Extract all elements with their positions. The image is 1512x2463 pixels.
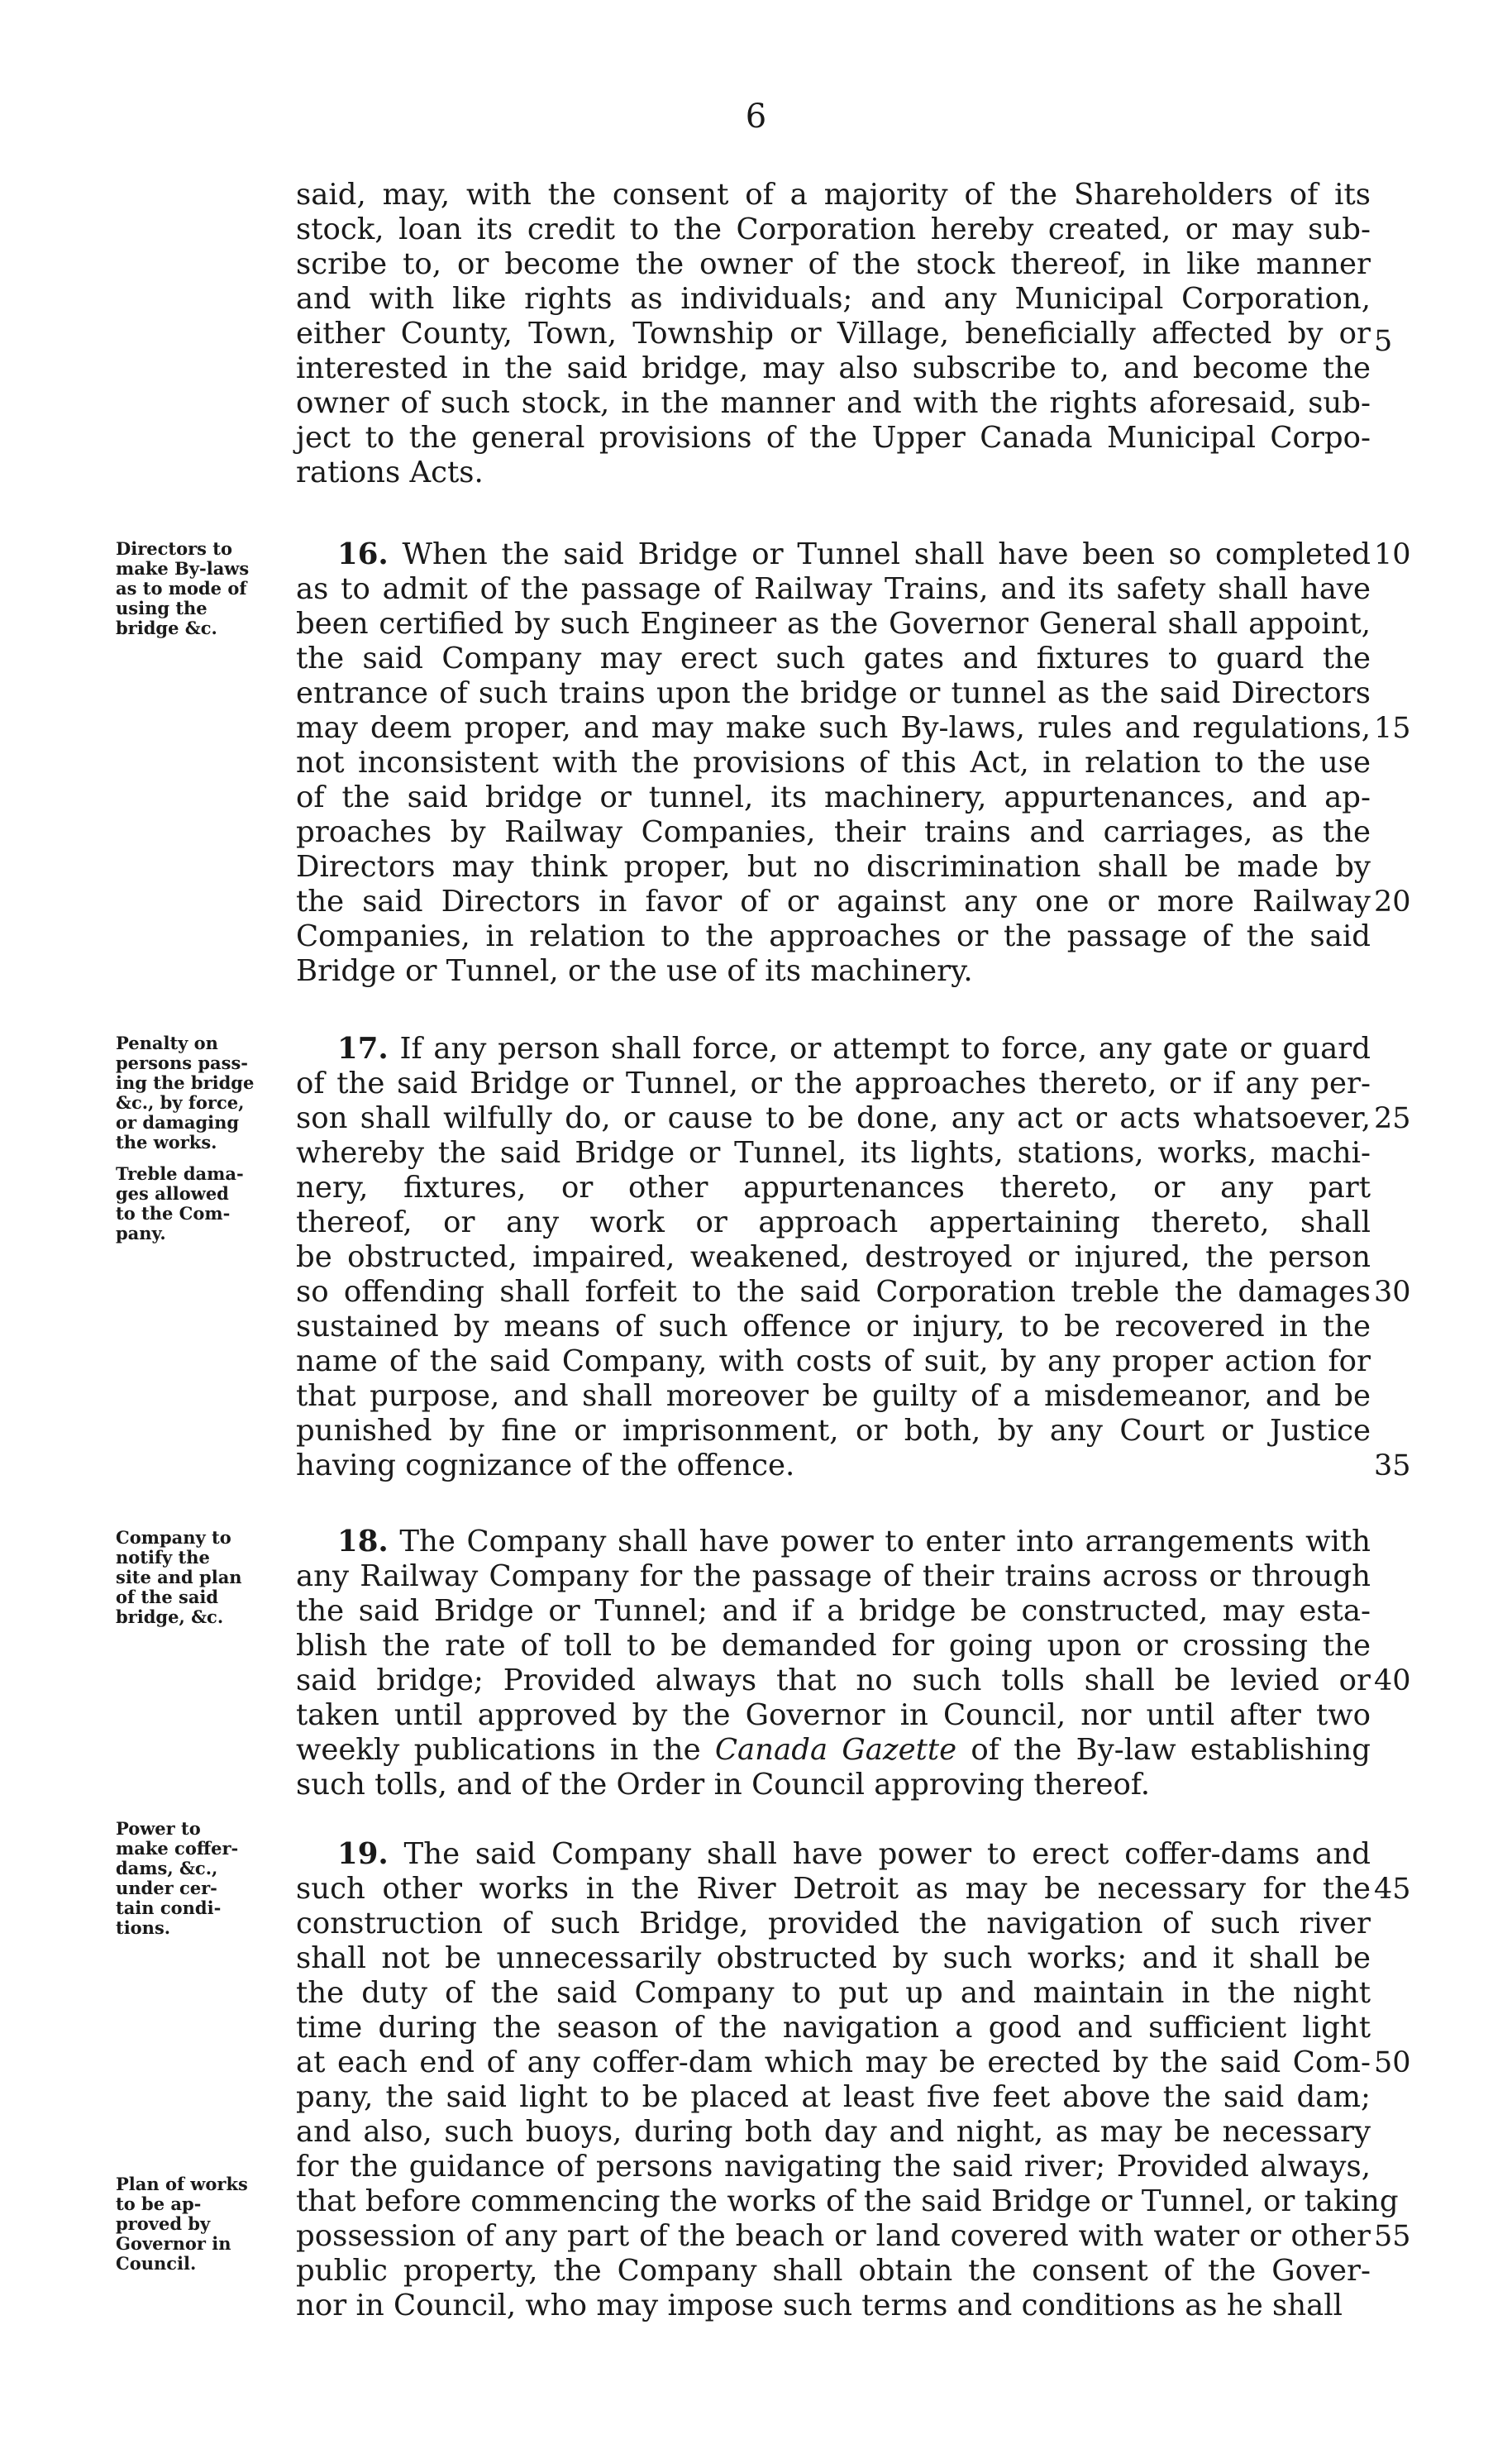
margin-note-line: bridge &c.	[116, 618, 217, 638]
section-number: 16.	[337, 537, 389, 571]
section-number: 18.	[337, 1525, 389, 1558]
margin-note-line: persons pass-	[116, 1053, 248, 1073]
text-line: pany, the said light to be placed at least five feet above the said dam;	[296, 2080, 1371, 2114]
line-number: 25	[1374, 1102, 1411, 1135]
text-line: thereof, or any work or approach appertaining thereto, shall	[296, 1205, 1371, 1239]
margin-note-line: tain condi-	[116, 1897, 222, 1918]
margin-note-line: using the	[116, 598, 207, 618]
text-line: public property, the Company shall obtain the consent of the Gover-	[296, 2254, 1371, 2288]
margin-note-line: the works.	[116, 1132, 217, 1153]
text-line: at each end of any coffer-dam which may be erected by the said Com-	[296, 2045, 1371, 2079]
margin-note-line: Company to	[116, 1527, 231, 1548]
text-line: as to admit of the passage of Railway Trains, and its safety shall have	[296, 572, 1371, 606]
line-number: 40	[1374, 1664, 1411, 1697]
text-line: Bridge or Tunnel, or the use of its machinery.	[296, 954, 973, 988]
text-line: either County, Town, Township or Village, beneficially affected by or	[296, 317, 1371, 351]
margin-note-line: Penalty on	[116, 1033, 218, 1053]
text-line: 17. If any person shall force, or attempt to force, any gate or guard	[337, 1032, 1371, 1066]
margin-note	[116, 1819, 298, 1938]
line-number: 5	[1374, 325, 1393, 358]
text-line: not inconsistent with the provisions of this Act, in relation to the use	[296, 746, 1371, 780]
text-line: 18. The Company shall have power to enter into arrangements with	[337, 1525, 1371, 1558]
margin-note-line: notify the	[116, 1547, 210, 1568]
text-line: such tolls, and of the Order in Council approving thereof.	[296, 1768, 1151, 1802]
margin-note-line: ges allowed	[116, 1183, 229, 1204]
text-line: owner of such stock, in the manner and with the rights aforesaid, sub-	[296, 386, 1371, 420]
text-line: interested in the said bridge, may also subscribe to, and become the	[296, 351, 1371, 385]
text-line: having cognizance of the offence.	[296, 1449, 795, 1482]
text-line: scribe to, or become the owner of the stock thereof, in like manner	[296, 247, 1371, 281]
margin-note-line: make coffer-	[116, 1838, 239, 1859]
text-line: 16. When the said Bridge or Tunnel shall have been so completed	[337, 537, 1371, 571]
text-line: such other works in the River Detroit as may be necessary for the	[296, 1872, 1371, 1906]
line-number: 35	[1374, 1449, 1411, 1482]
text-line: said, may, with the consent of a majority of the Shareholders of its	[296, 178, 1371, 212]
margin-note-line: make By-laws	[116, 558, 250, 579]
margin-note	[116, 2174, 298, 2274]
margin-note-line: Treble dama-	[116, 1163, 244, 1184]
text-line: sustained by means of such offence or injury, to be recovered in the	[296, 1310, 1371, 1344]
margin-note-line: Governor in	[116, 2233, 231, 2254]
margin-note-line: pany.	[116, 1223, 166, 1243]
text-line: time during the season of the navigation a good and sufficient light	[296, 2011, 1371, 2045]
text-line: son shall wilfully do, or cause to be done, any act or acts whatsoever,	[296, 1101, 1371, 1135]
text-line: that before commencing the works of the said Bridge or Tunnel, or taking	[296, 2184, 1399, 2218]
text-line: possession of any part of the beach or land covered with water or other	[296, 2219, 1371, 2253]
text-line: blish the rate of toll to be demanded for going upon or crossing the	[296, 1629, 1371, 1663]
margin-note	[116, 1528, 298, 1627]
text-line: proaches by Railway Companies, their trains and carriages, as the	[296, 815, 1371, 849]
paragraph	[296, 1525, 1371, 1802]
text-line: ject to the general provisions of the Upper Canada Municipal Corpo-	[296, 421, 1371, 455]
text-line: name of the said Company, with costs of suit, by any proper action for	[296, 1344, 1371, 1378]
margin-note-line: dams, &c.,	[116, 1858, 218, 1878]
margin-note-line: to the Com-	[116, 1203, 231, 1224]
margin-note-line: bridge, &c.	[116, 1606, 224, 1627]
text-line: Companies, in relation to the approaches or the passage of the said	[296, 919, 1371, 953]
line-number: 10	[1374, 538, 1411, 571]
text-line: Directors may think proper, but no discrimination shall be made by	[296, 850, 1371, 884]
text-line: and with like rights as individuals; and any Municipal Corporation,	[296, 282, 1371, 316]
text-line: of the said bridge or tunnel, its machinery, appurtenances, and ap-	[296, 780, 1371, 814]
text-line: nor in Council, who may impose such terms and conditions as he shall	[296, 2289, 1343, 2322]
margin-note-line: tions.	[116, 1917, 171, 1938]
text-line: entrance of such trains upon the bridge or tunnel as the said Directors	[296, 676, 1371, 710]
text-line: weekly publications in the Canada Gazette of the By-law establishing	[296, 1733, 1371, 1767]
text-line: that purpose, and shall moreover be guilty of a misdemeanor, and be	[296, 1379, 1371, 1413]
margin-note-line: site and plan	[116, 1567, 242, 1587]
margin-note-line: or damaging	[116, 1112, 240, 1133]
text-line: of the said Bridge or Tunnel, or the approaches thereto, or if any per-	[296, 1067, 1371, 1100]
text-line: said bridge; Provided always that no such tolls shall be levied or	[296, 1663, 1371, 1697]
margin-note-line: Plan of works	[116, 2174, 248, 2194]
text-line: and also, such buoys, during both day and night, as may be necessary	[296, 2115, 1371, 2149]
page-number: 6	[745, 98, 767, 136]
margin-note-line: Power to	[116, 1818, 201, 1839]
margin-note-line: Council.	[116, 2253, 197, 2274]
paragraph	[296, 1032, 1371, 1483]
margin-note-line: as to mode of	[116, 578, 247, 599]
line-number: 20	[1374, 885, 1411, 919]
margin-note-line: to be ap-	[116, 2193, 202, 2214]
text-line: be obstructed, impaired, weakened, destroyed or injured, the person	[296, 1240, 1371, 1274]
text-line: any Railway Company for the passage of their trains across or through	[296, 1559, 1371, 1593]
section-number: 19.	[337, 1837, 389, 1871]
line-number: 30	[1374, 1276, 1411, 1309]
text-line: been certified by such Engineer as the Governor General shall appoint,	[296, 607, 1371, 641]
text-line: so offending shall forfeit to the said Corporation treble the damages	[296, 1275, 1371, 1309]
text-line: the said Directors in favor of or against any one or more Railway	[296, 885, 1371, 919]
text-line: whereby the said Bridge or Tunnel, its lights, stations, works, machi-	[296, 1136, 1371, 1170]
line-number: 50	[1374, 2046, 1411, 2079]
text-line: 19. The said Company shall have power to erect coffer-dams and	[337, 1837, 1371, 1871]
line-number: 45	[1374, 1873, 1411, 1906]
text-line: the said Company may erect such gates and fixtures to guard the	[296, 642, 1371, 675]
paragraph	[296, 537, 1371, 989]
text-line: nery, fixtures, or other appurtenances thereto, or any part	[296, 1171, 1371, 1205]
text-line: stock, loan its credit to the Corporation hereby created, or may sub-	[296, 212, 1371, 246]
text-line: rations Acts.	[296, 456, 484, 489]
margin-note	[116, 1164, 298, 1243]
text-line: the duty of the said Company to put up and maintain in the night	[296, 1976, 1371, 2010]
margin-note	[116, 1033, 298, 1153]
margin-note-line: of the said	[116, 1587, 219, 1607]
margin-note-line: ing the bridge	[116, 1072, 255, 1093]
margin-note-line: under cer-	[116, 1878, 217, 1898]
text-line: may deem proper, and may make such By-laws, rules and regulations,	[296, 711, 1371, 745]
section-number: 17.	[337, 1032, 389, 1066]
margin-note-line: proved by	[116, 2213, 211, 2234]
text-line: the said Bridge or Tunnel; and if a bridge be constructed, may esta-	[296, 1594, 1371, 1628]
text-line: for the guidance of persons navigating the said river; Provided always,	[296, 2150, 1371, 2184]
text-line: punished by fine or imprisonment, or both, by any Court or Justice	[296, 1414, 1371, 1448]
publication-title: Canada Gazette	[714, 1733, 957, 1767]
line-number: 55	[1374, 2220, 1411, 2253]
margin-note	[116, 539, 298, 638]
text-line: construction of such Bridge, provided the navigation of such river	[296, 1907, 1371, 1940]
text-line: shall not be unnecessarily obstructed by such works; and it shall be	[296, 1941, 1371, 1975]
text-line: taken until approved by the Governor in Council, nor until after two	[296, 1698, 1371, 1732]
margin-note-line: &c., by force,	[116, 1092, 245, 1113]
paragraph	[296, 178, 1371, 490]
line-number: 15	[1374, 712, 1411, 745]
margin-note-line: Directors to	[116, 538, 233, 559]
